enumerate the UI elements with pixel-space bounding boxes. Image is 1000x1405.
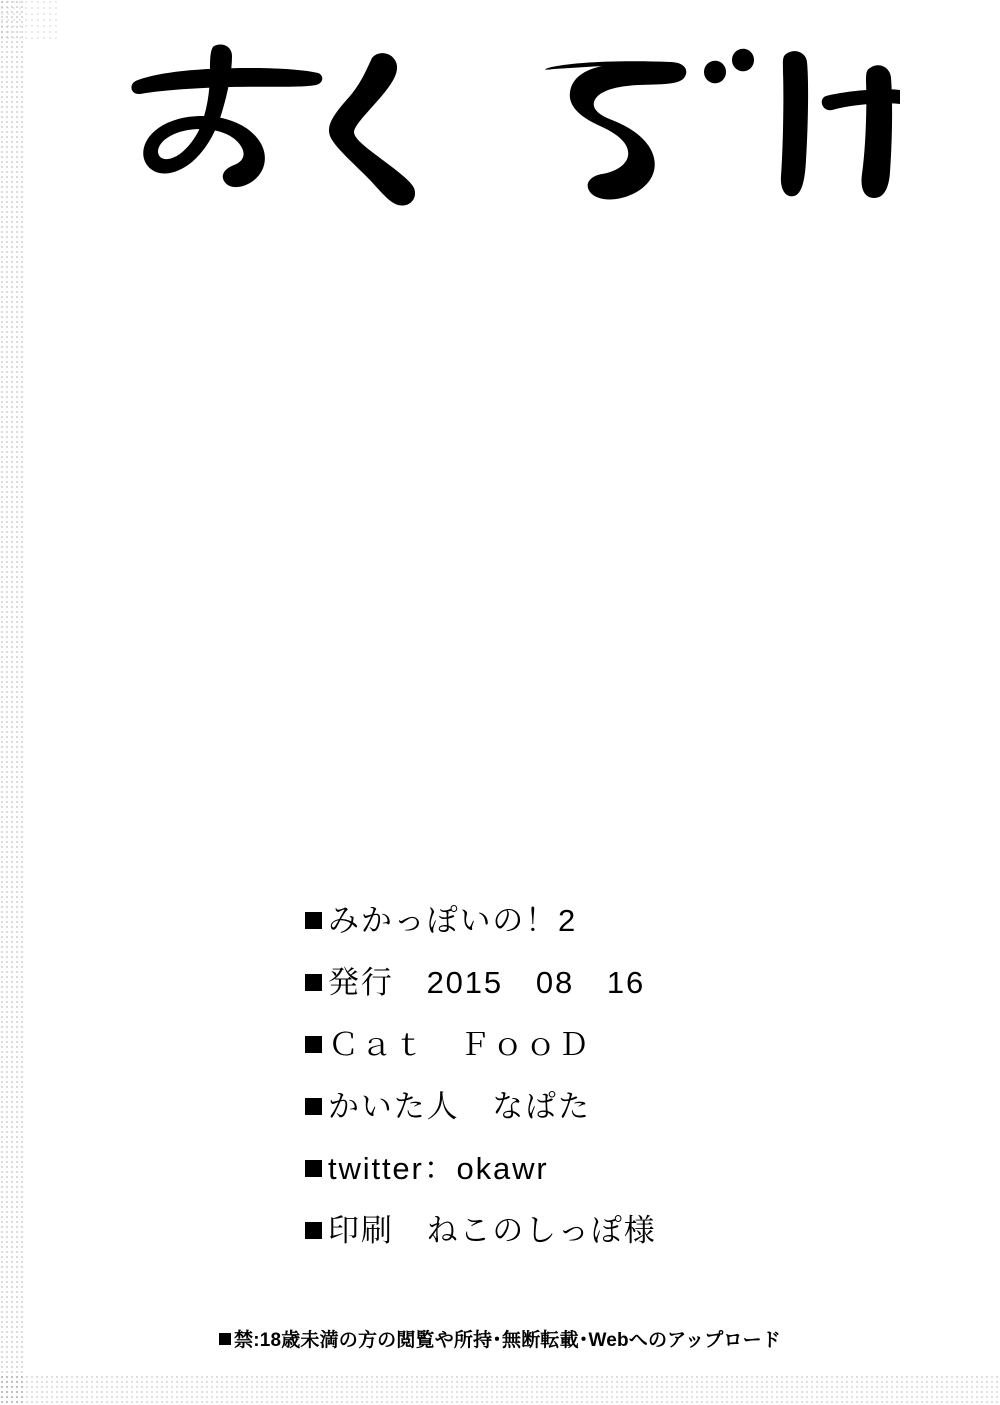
notice-text: 禁:18歳未満の方の閲覧や所持･無断転載･Webへのアップロード: [234, 1330, 781, 1351]
square-bullet-icon: [305, 912, 322, 929]
notice-inner: [219, 1325, 781, 1352]
page-title: [110, 28, 900, 218]
square-bullet-icon: [305, 1098, 322, 1115]
page-edge-texture-topleft: [0, 0, 60, 40]
square-bullet-icon: [305, 974, 322, 991]
colophon-line-author: [305, 1091, 945, 1122]
age-restriction-notice: [0, 1325, 1000, 1352]
colophon-title-value: みかっぽいの！2: [328, 903, 578, 938]
colophon-line-publish-date: [305, 967, 945, 998]
colophon-line-printer: [305, 1215, 945, 1246]
page-edge-texture-bottom: [0, 1375, 1000, 1405]
colophon-line-twitter: [305, 1153, 945, 1184]
square-bullet-icon: [305, 1160, 322, 1177]
colophon-twitter-value: twitter：okawr: [328, 1151, 549, 1186]
square-bullet-icon: [219, 1333, 231, 1345]
brush-title-artwork: [110, 28, 900, 218]
colophon-printer-value: 印刷 ねこのしっぽ様: [328, 1213, 657, 1248]
page-edge-texture-left: [0, 0, 26, 1405]
colophon-publish-date-value: 発行 2015 08 16: [328, 965, 646, 1000]
colophon-circle-value: Ｃａｔ ＦｏｏＤ: [328, 1027, 591, 1062]
colophon-line-title: [305, 905, 945, 936]
colophon-block: [305, 905, 945, 1277]
colophon-line-circle: [305, 1029, 945, 1060]
square-bullet-icon: [305, 1036, 322, 1053]
colophon-author-value: かいた人 なぱた: [328, 1089, 591, 1124]
square-bullet-icon: [305, 1222, 322, 1239]
